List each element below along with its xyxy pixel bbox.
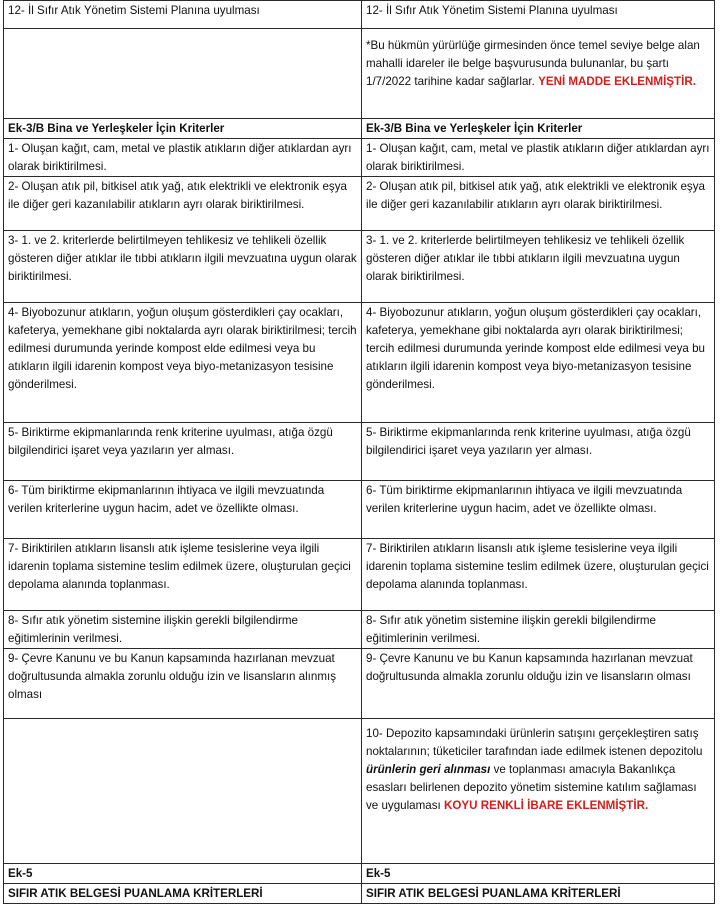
table-row xyxy=(4,303,715,423)
right-cell: 1- Oluşan kağıt, cam, metal ve plastik atıkların diğer atıklardan ayrı olarak biriktirilmesi. xyxy=(362,139,715,177)
section-header: SIFIR ATIK BELGESİ PUANLAMA KRİTERLERİ xyxy=(4,884,362,904)
right-cell xyxy=(362,719,715,864)
note-text: *Bu hükmün yürürlüğe girmesinden önce temel seviye belge alan mahalli idareler ile belge başvurusunda bulunanlar, bu şartı 1/7/2022 tarihine kadar sağlarlar. xyxy=(366,39,700,88)
right-cell: 7- Biriktirilen atıkların lisanslı atık işleme tesislerine veya ilgili idarenin toplama sistemine teslim edilmek üzere, oluşturulan geçici depolama alanında toplanması. xyxy=(362,539,715,611)
table-row xyxy=(4,611,715,649)
right-cell: 5- Biriktirme ekipmanlarında renk kriterine uyulması, atığa özgü bilgilendirici işaret veya yazıların yer alması. xyxy=(362,423,715,481)
left-cell: 3- 1. ve 2. kriterlerde belirtilmeyen tehlikesiz ve tehlikeli özellik gösteren diğer atıklar ile tıbbi atıkların ilgili mevzuatına uygun olarak biriktirilmesi. xyxy=(4,231,362,303)
table-row xyxy=(4,1,715,29)
comparison-table xyxy=(3,0,715,904)
table-row xyxy=(4,139,715,177)
right-cell xyxy=(362,29,715,119)
article-text: 10- Depozito kapsamındaki ürünlerin satışını gerçekleştiren satış noktalarının; tüketiciler tarafından iade edilmek istenen depozitolu xyxy=(366,727,703,758)
table-row xyxy=(4,29,715,119)
left-cell: 8- Sıfır atık yönetim sistemine ilişkin gerekli bilgilendirme eğitimlerinin verilmesi. xyxy=(4,611,362,649)
added-marker: KOYU RENKLİ İBARE EKLENMİŞTİR. xyxy=(444,799,649,812)
left-cell xyxy=(4,29,362,119)
section-header: Ek-3/B Bina ve Yerleşkeler İçin Kriterler xyxy=(362,119,715,139)
added-marker: YENİ MADDE EKLENMİŞTİR. xyxy=(538,75,696,88)
left-cell: 12- İl Sıfır Atık Yönetim Sistemi Planına uyulması xyxy=(4,1,362,29)
right-cell: 2- Oluşan atık pil, bitkisel atık yağ, atık elektrikli ve elektronik eşya ile diğer geri kazanılabilir atıkların ayrı olarak biriktirilmesi. xyxy=(362,177,715,231)
section-header: Ek-3/B Bina ve Yerleşkeler İçin Kriterler xyxy=(4,119,362,139)
right-cell: 4- Biyobozunur atıkların, yoğun oluşum gösterdikleri çay ocakları, kafeterya, yemekhane gibi noktalarda ayrı olarak biriktirilmesi; tercih edilmesi durumunda yerinde kompost elde edilmesi veya bu atıkların ilgili idarenin kompost veya biyo-metanizasyon tesisine gönderilmesi. xyxy=(362,303,715,423)
section-header: SIFIR ATIK BELGESİ PUANLAMA KRİTERLERİ xyxy=(362,884,715,904)
table-row xyxy=(4,649,715,719)
right-cell: 6- Tüm biriktirme ekipmanlarının ihtiyaca ve ilgili mevzuatında verilen kriterlerine uygun hacim, adet ve özellikte olması. xyxy=(362,481,715,539)
section-header: Ek-5 xyxy=(362,864,715,884)
left-cell: 6- Tüm biriktirme ekipmanlarının ihtiyaca ve ilgili mevzuatında verilen kriterlerine uygun hacim, adet ve özellikte olması. xyxy=(4,481,362,539)
article-text-continued: ve toplanması amacıyla Bakanlıkça esasları belirlenen depozito yönetim sistemine katılım sağlaması ve uygulaması xyxy=(366,763,697,812)
emphasized-text: ürünlerin geri alınması xyxy=(366,763,491,776)
section-header-row xyxy=(4,864,715,884)
right-cell: 8- Sıfır atık yönetim sistemine ilişkin gerekli bilgilendirme eğitimlerinin verilmesi. xyxy=(362,611,715,649)
left-cell: 7- Biriktirilen atıkların lisanslı atık işleme tesislerine veya ilgili idarenin toplama sistemine teslim edilmek üzere, oluşturulan geçici depolama alanında toplanması. xyxy=(4,539,362,611)
right-cell: 12- İl Sıfır Atık Yönetim Sistemi Planına uyulması xyxy=(362,1,715,29)
left-cell: 9- Çevre Kanunu ve bu Kanun kapsamında hazırlanan mevzuat doğrultusunda almakla zorunlu olduğu izin ve lisansların alınmış olması xyxy=(4,649,362,719)
table-row xyxy=(4,719,715,864)
section-header-row xyxy=(4,119,715,139)
left-cell: 5- Biriktirme ekipmanlarında renk kriterine uyulması, atığa özgü bilgilendirici işaret veya yazıların yer alması. xyxy=(4,423,362,481)
table-row xyxy=(4,539,715,611)
left-cell: 2- Oluşan atık pil, bitkisel atık yağ, atık elektrikli ve elektronik eşya ile diğer geri kazanılabilir atıkların ayrı olarak biriktirilmesi. xyxy=(4,177,362,231)
left-cell: 4- Biyobozunur atıkların, yoğun oluşum gösterdikleri çay ocakları, kafeterya, yemekhane gibi noktalarda ayrı olarak biriktirilmesi; tercih edilmesi durumunda yerinde kompost elde edilmesi veya bu atıkların ilgili idarenin kompost veya biyo-metanizasyon tesisine gönderilmesi. xyxy=(4,303,362,423)
table-row xyxy=(4,481,715,539)
right-cell: 9- Çevre Kanunu ve bu Kanun kapsamında hazırlanan mevzuat doğrultusunda almakla zorunlu olduğu izin ve lisansların olması xyxy=(362,649,715,719)
right-cell: 3- 1. ve 2. kriterlerde belirtilmeyen tehlikesiz ve tehlikeli özellik gösteren diğer atıklar ile tıbbi atıkların ilgili mevzuatına uygun olarak biriktirilmesi. xyxy=(362,231,715,303)
table-row xyxy=(4,177,715,231)
section-header: Ek-5 xyxy=(4,864,362,884)
table-row xyxy=(4,231,715,303)
table-row xyxy=(4,423,715,481)
left-cell xyxy=(4,719,362,864)
left-cell: 1- Oluşan kağıt, cam, metal ve plastik atıkların diğer atıklardan ayrı olarak biriktirilmesi. xyxy=(4,139,362,177)
